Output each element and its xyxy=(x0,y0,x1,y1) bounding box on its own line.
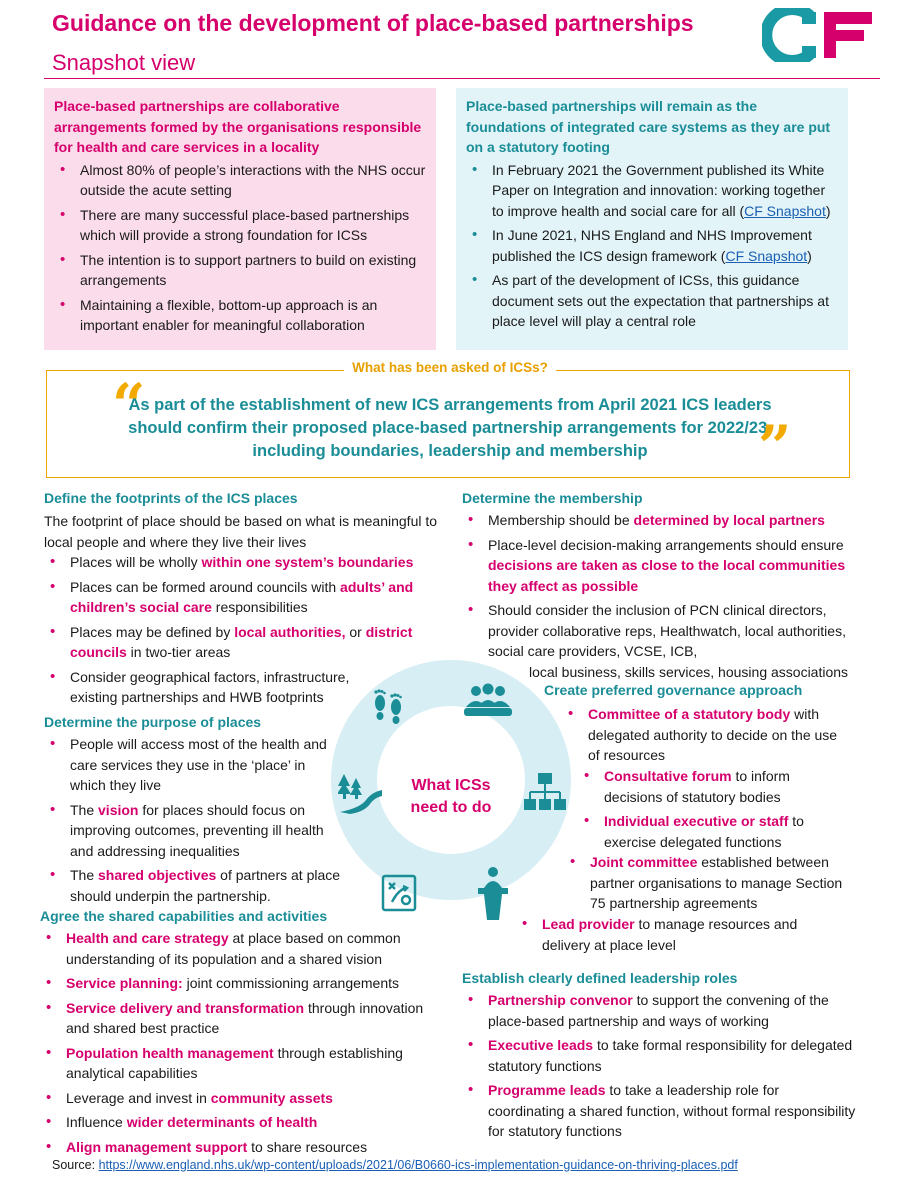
item-text: to take a leadership role for coordinating a shared function, without formal responsibility for statutory functions xyxy=(488,1082,856,1139)
list-item: • The intention is to support partners to build on existing arrangements xyxy=(54,250,426,291)
item-highlight: wider determinants of health xyxy=(126,1114,318,1130)
item-highlight: determined by local partners xyxy=(633,512,825,528)
cf-snapshot-link[interactable]: CF Snapshot xyxy=(744,202,826,219)
list-item xyxy=(462,535,862,597)
item-highlight: district councils xyxy=(70,623,413,660)
list-item xyxy=(578,766,852,807)
org-chart-icon xyxy=(524,772,566,816)
leadership-section xyxy=(462,970,858,1146)
list-item xyxy=(44,552,454,573)
list-item xyxy=(40,1112,440,1133)
list-item: • People will access most of the health and care services they use in the ‘place’ in which they live xyxy=(44,734,344,796)
item-highlight: Health and care strategy xyxy=(66,930,229,946)
list-item xyxy=(578,811,852,852)
governance-list-4 xyxy=(516,914,826,959)
item-highlight: decisions are taken as close to the local communities they affect as possible xyxy=(488,557,846,594)
road-trees-icon xyxy=(338,772,382,814)
item-highlight: Lead provider xyxy=(542,916,635,932)
list-item xyxy=(40,1137,440,1158)
item-highlight: Individual executive or staff xyxy=(604,813,789,829)
membership-heading: Determine the membership xyxy=(462,490,643,506)
source-line xyxy=(52,1158,738,1172)
source-link[interactable]: https://www.england.nhs.uk/wp-content/uploads/2021/06/B0660-ics-implementation-guidance-on-thriving-places.pdf xyxy=(98,1158,738,1172)
governance-list-3 xyxy=(564,852,858,918)
footprints-section xyxy=(44,490,454,712)
membership-list xyxy=(462,510,862,662)
item-highlight: Executive leads xyxy=(488,1037,594,1053)
source-label: Source: xyxy=(52,1158,99,1172)
list-item xyxy=(44,800,344,862)
membership-continuation: local business, skills services, housing associations xyxy=(529,663,849,680)
centre-label: What ICSs need to do xyxy=(410,777,492,816)
list-item xyxy=(44,865,344,906)
item-highlight: Programme leads xyxy=(488,1082,606,1098)
page-title: Guidance on the development of place-based partnerships xyxy=(52,10,694,36)
list-item xyxy=(40,998,440,1039)
item-text: In February 2021 the Government published its White Paper on Integration and innovation: working together to improve health and social care for all ( xyxy=(492,161,826,219)
asked-label-text: What has been asked of ICSs? xyxy=(344,360,556,375)
item-highlight: Consultative forum xyxy=(604,768,732,784)
item-text: through innovation and shared best practice xyxy=(66,999,424,1036)
governance-section xyxy=(544,682,844,702)
item-text: or xyxy=(345,623,366,640)
right-box-heading: Place-based partnerships will remain as the foundations of integrated care systems as they are put on a statutory footing xyxy=(466,98,831,155)
cf-snapshot-link[interactable]: CF Snapshot xyxy=(725,247,808,264)
list-item xyxy=(516,914,826,955)
list-item xyxy=(44,622,454,663)
item-highlight: Committee of a statutory body xyxy=(588,706,791,722)
item-text: to take formal responsibility for delegated statutory functions xyxy=(488,1037,853,1074)
quote-text: As part of the establishment of new ICS arrangements from April 2021 ICS leaders should confirm their proposed place-based partnership arrangements for 2022/23, including boundaries, leadership and membership xyxy=(128,396,772,460)
footprints-intro: The footprint of place should be based on what is meaningful to local people and where they live their lives xyxy=(44,513,438,550)
item-text: to share resources xyxy=(247,1138,368,1155)
item-text: Influence xyxy=(66,1114,127,1130)
list-item: • Consider geographical factors, infrastructure, existing partnerships and HWB footprints xyxy=(44,667,384,708)
list-item xyxy=(40,1043,440,1084)
item-highlight: Joint committee xyxy=(590,854,698,870)
list-item xyxy=(40,1088,440,1109)
page-subtitle: Snapshot view xyxy=(52,50,196,75)
capabilities-list xyxy=(40,928,440,1157)
item-text: In June 2021, NHS England and NHS Improvement published the ICS design framework ( xyxy=(492,227,812,264)
item-text: of partners at place should underpin the partnership. xyxy=(70,867,341,904)
close-quote-mark: ” xyxy=(758,413,792,481)
item-text: The xyxy=(70,867,99,883)
item-text: Places may be defined by xyxy=(70,623,235,640)
list-item xyxy=(466,160,838,222)
item-text: ) xyxy=(807,247,812,264)
item-highlight: Service delivery and transformation xyxy=(66,999,305,1016)
list-item xyxy=(462,990,858,1031)
item-text: ) xyxy=(825,202,831,219)
item-highlight: local authorities, xyxy=(234,623,346,640)
left-box-heading: Place-based partnerships are collaborative arrangements formed by the organisations responsible for health and care services in a locality xyxy=(54,98,422,155)
statutory-footing-box xyxy=(456,88,848,350)
list-item: • As part of the development of ICSs, this guidance document sets out the expectation that partnerships at place level will play a central role xyxy=(466,270,838,332)
item-text: The xyxy=(70,801,99,818)
left-box-list xyxy=(54,160,426,336)
item-highlight: shared objectives xyxy=(98,867,217,883)
item-text: established between partner organisations to manage Section 75 partnership agreements xyxy=(590,854,843,911)
header-divider xyxy=(44,78,880,79)
list-item: • Almost 80% of people’s interactions with the NHS occur outside the acute setting xyxy=(54,160,426,201)
footprints-list xyxy=(44,552,454,708)
membership-section xyxy=(462,490,862,682)
item-highlight: Service planning: xyxy=(66,975,183,991)
governance-heading: Create preferred governance approach xyxy=(544,682,803,698)
purpose-list xyxy=(44,734,344,906)
list-item xyxy=(462,1035,858,1076)
people-group-icon xyxy=(462,683,514,721)
list-item xyxy=(562,704,852,766)
item-text: to exercise delegated functions xyxy=(604,813,804,850)
item-text: to manage resources and delivery at place level xyxy=(542,916,798,953)
list-item xyxy=(564,852,858,914)
item-text: Membership should be xyxy=(488,512,634,528)
item-text: joint commissioning arrangements xyxy=(182,975,400,991)
item-text: Leverage and invest in xyxy=(66,1089,211,1106)
list-item xyxy=(462,510,862,531)
list-item: • Maintaining a flexible, bottom-up approach is an important enabler for meaningful collaboration xyxy=(54,295,426,336)
item-highlight: community assets xyxy=(210,1089,333,1106)
item-text: Places will be wholly xyxy=(70,554,202,570)
item-highlight: within one system’s boundaries xyxy=(201,554,414,570)
list-item xyxy=(462,1080,858,1142)
item-text: in two-tier areas xyxy=(126,644,231,660)
list-item: • Should consider the inclusion of PCN clinical directors, provider collaborative reps, Healthwatch, local authorities, social care providers, VCSE, ICB, xyxy=(462,600,862,662)
footprints-heading: Define the footprints of the ICS places xyxy=(44,490,298,506)
item-text: Place-level decision-making arrangements should ensure xyxy=(488,536,844,553)
speaker-podium-icon xyxy=(476,866,510,924)
governance-list-1 xyxy=(562,704,852,770)
leadership-list xyxy=(462,990,858,1142)
item-text: Places can be formed around councils with xyxy=(70,578,341,595)
item-text: through establishing analytical capabilities xyxy=(66,1044,403,1081)
item-highlight: vision xyxy=(98,801,139,818)
list-item: • There are many successful place-based partnerships which will provide a strong foundation for ICSs xyxy=(54,205,426,246)
purpose-heading: Determine the purpose of places xyxy=(44,714,262,730)
list-item xyxy=(466,225,838,266)
item-text: to inform decisions of statutory bodies xyxy=(604,768,790,805)
list-item xyxy=(40,928,440,969)
item-text: with delegated authority to decide on the use of resources xyxy=(588,706,838,763)
item-text: for places should focus on improving outcomes, preventing ill health and addressing inequalities xyxy=(70,801,324,859)
right-box-list xyxy=(466,160,838,332)
list-item xyxy=(44,577,454,618)
governance-list-2 xyxy=(578,766,852,856)
item-text: at place based on common understanding of its population and a shared vision xyxy=(66,930,401,967)
place-based-partnerships-box xyxy=(44,88,436,350)
item-highlight: Align management support xyxy=(66,1138,248,1155)
item-highlight: Population health management xyxy=(66,1044,274,1061)
open-quote-mark: “ xyxy=(112,371,146,439)
capabilities-heading: Agree the shared capabilities and activities xyxy=(40,908,328,924)
leadership-heading: Establish clearly defined leadership roles xyxy=(462,970,738,986)
capabilities-section xyxy=(40,908,440,1161)
item-highlight: adults’ and children’s social care xyxy=(70,578,414,615)
item-highlight: Partnership convenor xyxy=(488,992,633,1008)
cf-logo xyxy=(762,8,874,62)
purpose-section xyxy=(44,714,344,910)
list-item xyxy=(40,973,440,994)
item-text: responsibilities xyxy=(211,599,308,615)
item-text: to support the convening of the place-based partnership and ways of working xyxy=(488,992,829,1029)
